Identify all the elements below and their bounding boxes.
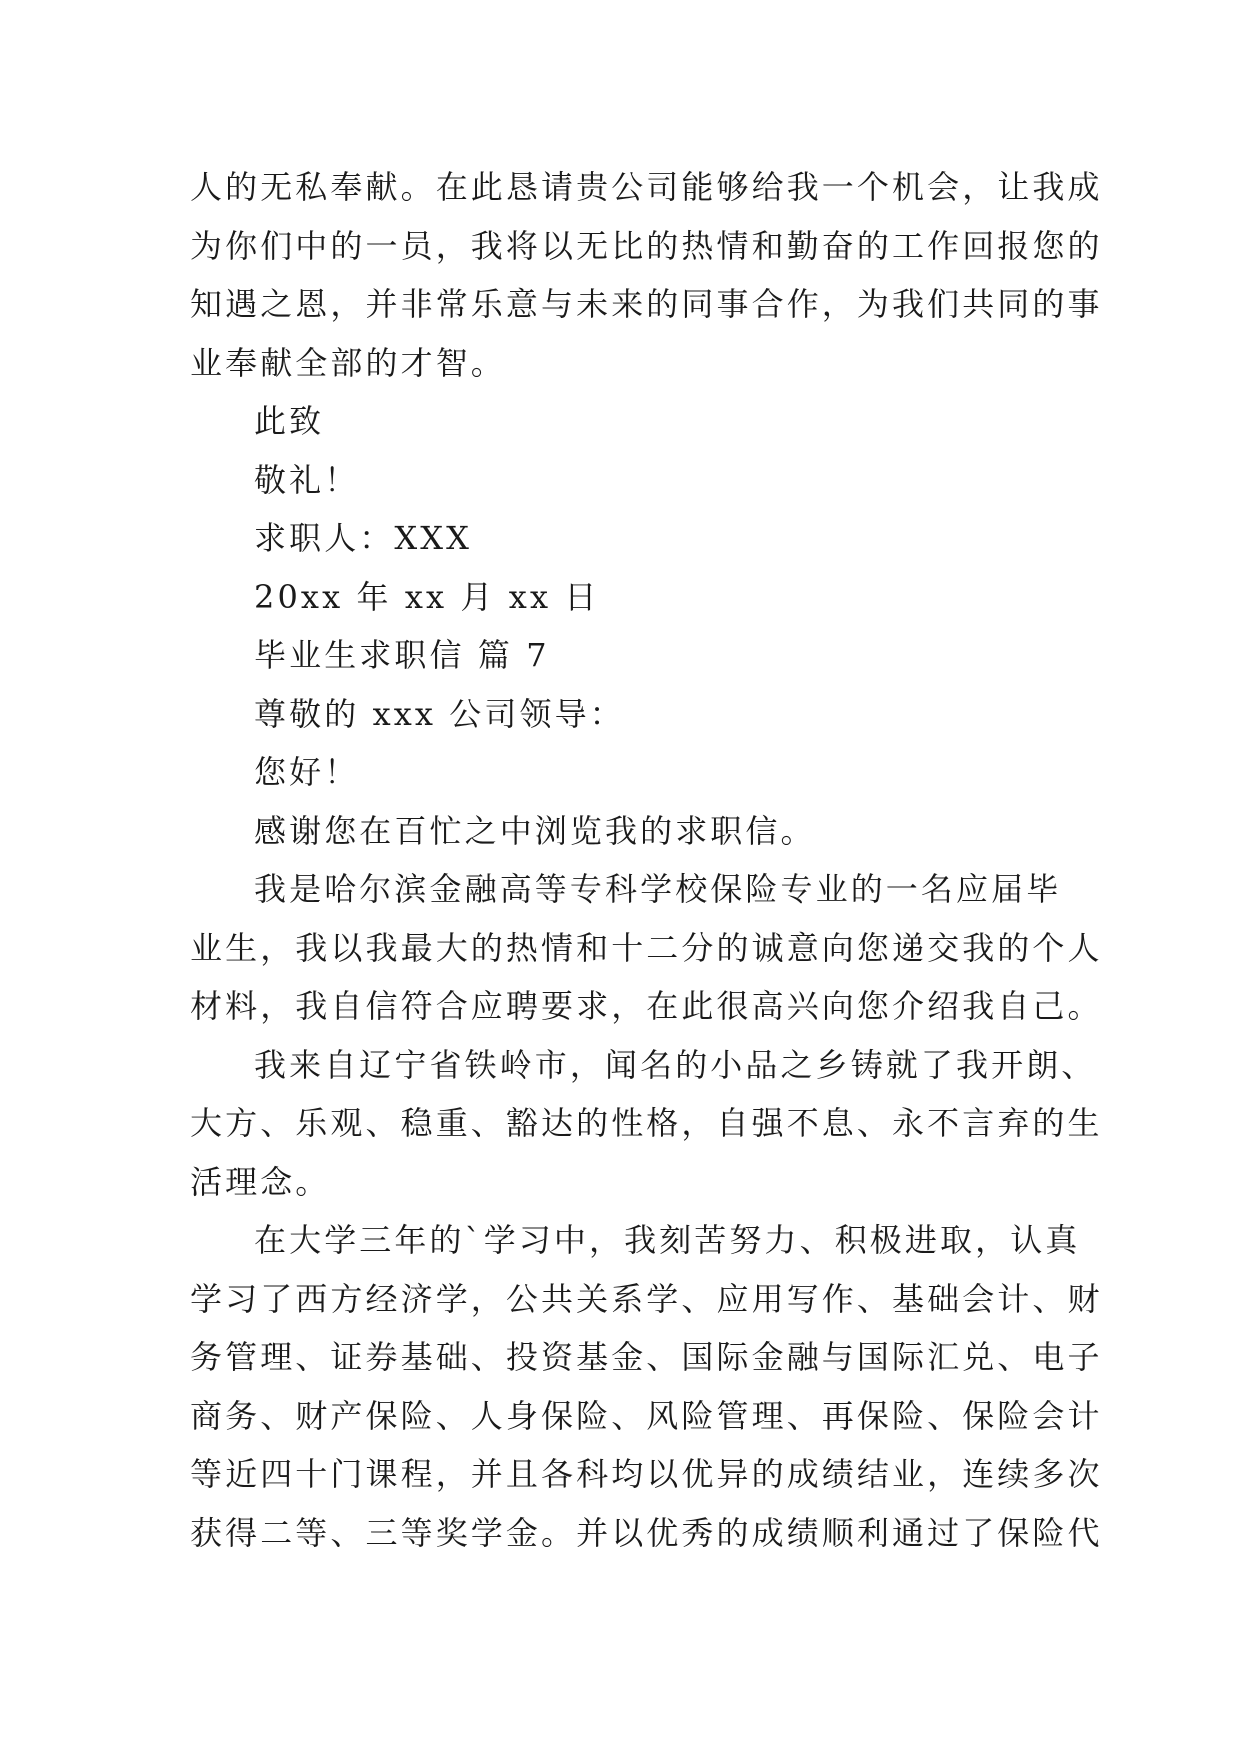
text-line: 知遇之恩，并非常乐意与未来的同事合作，为我们共同的事: [190, 285, 1103, 323]
signature-applicant: 求职人：XXX: [254, 519, 473, 557]
text-line: 业奉献全部的才智。: [190, 343, 506, 382]
signature-date: 20xx 年 xx 月 xx 日: [254, 577, 600, 616]
text-line: 材料，我自信符合应聘要求，在此很高兴向您介绍我自己。: [190, 987, 1103, 1025]
text-line: 商务、财产保险、人身保险、风险管理、再保险、保险会计: [190, 1396, 1103, 1435]
text-line: 为你们中的一员，我将以无比的热情和勤奋的工作回报您的: [190, 226, 1103, 265]
text-line: 大方、乐观、稳重、豁达的性格，自强不息、永不言弃的生: [190, 1104, 1103, 1142]
text-line: 务管理、证券基础、投资基金、国际金融与国际汇兑、电子: [190, 1338, 1103, 1376]
greeting-recipient: 尊敬的 xxx 公司领导：: [254, 694, 625, 733]
paragraph-start: 我是哈尔滨金融高等专科学校保险专业的一名应届毕: [254, 870, 1062, 908]
text-line: 获得二等、三等奖学金。并以优秀的成绩顺利通过了保险代: [190, 1513, 1103, 1552]
text-line: 活理念。: [190, 1162, 331, 1201]
text-line: 人的无私奉献。在此恳请贵公司能够给我一个机会，让我成: [190, 168, 1103, 206]
greeting: 您好！: [254, 753, 360, 791]
text-line: 学习了西方经济学，公共关系学、应用写作、基础会计、财: [190, 1279, 1103, 1318]
letter-body: [190, 158, 1103, 1562]
paragraph-start: 在大学三年的`学习中，我刻苦努力、积极进取，认真: [254, 1221, 1081, 1259]
closing-salutation: 此致: [254, 402, 325, 440]
paragraph-start: 我来自辽宁省铁岭市，闻名的小品之乡铸就了我开朗、: [254, 1045, 1097, 1084]
text-line: 感谢您在百忙之中浏览我的求职信。: [254, 811, 816, 850]
text-line: 业生，我以我最大的热情和十二分的诚意向您递交我的个人: [190, 928, 1103, 967]
closing-regards: 敬礼！: [254, 460, 360, 499]
text-line: 等近四十门课程，并且各科均以优异的成绩结业，连续多次: [190, 1455, 1103, 1493]
section-heading: 毕业生求职信 篇 7: [254, 636, 550, 674]
